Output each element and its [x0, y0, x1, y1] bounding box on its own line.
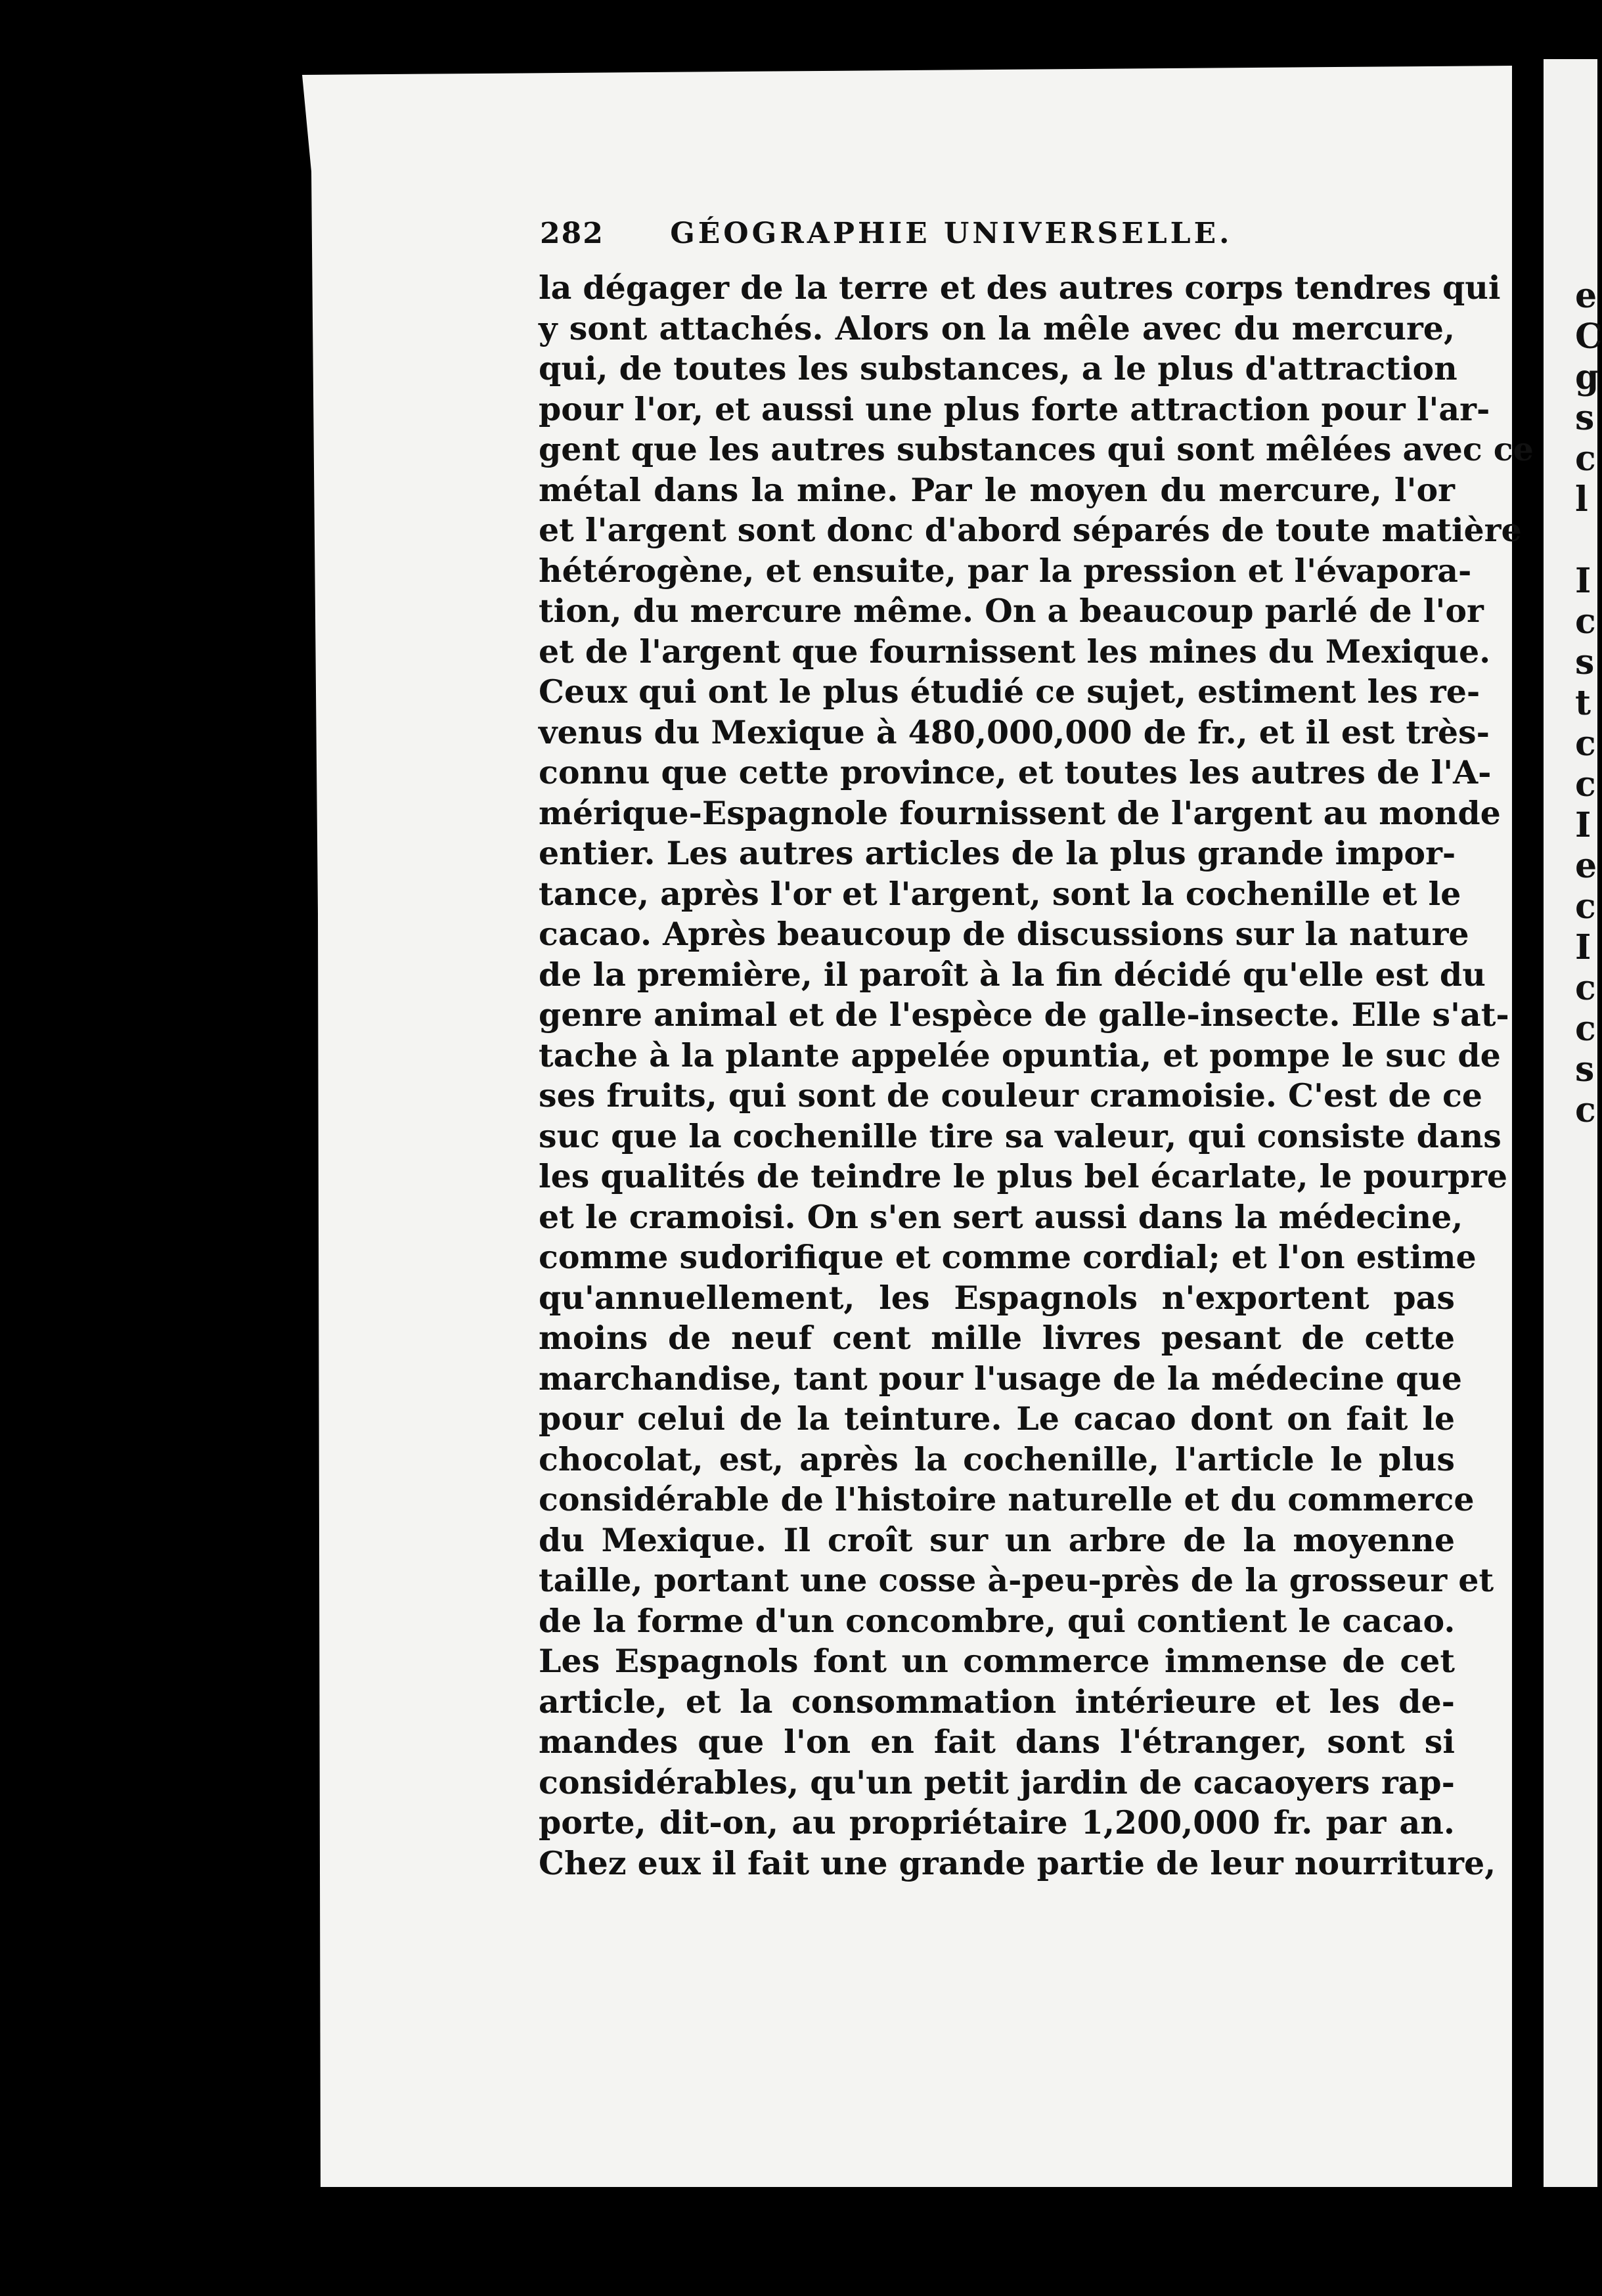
text-line: moins de neuf cent mille livres pesant de cette	[539, 1319, 1455, 1357]
text-line: tance, après l'or et l'argent, sont la cochenille et le	[539, 874, 1461, 913]
text-line: Ceux qui ont le plus étudié ce sujet, estiment les re-	[539, 673, 1480, 711]
text-line: mérique-Espagnole fournissent de l'argent au monde	[539, 793, 1501, 832]
text-line: la dégager de la terre et des autres corps tendres qui	[539, 269, 1501, 307]
facing-page-letter: c	[1575, 602, 1596, 642]
facing-page-letter: I	[1575, 805, 1591, 845]
text-line: Chez eux il fait une grande partie de leur nourriture,	[539, 1843, 1496, 1882]
text-line: de la forme d'un concombre, qui contient le cacao.	[539, 1601, 1456, 1640]
text-line: métal dans la mine. Par le moyen du mercure, l'or	[539, 470, 1455, 509]
text-line: considérable de l'histoire naturelle et du commerce	[539, 1480, 1475, 1518]
facing-page-letter: l	[1575, 479, 1588, 519]
page-number: 282	[540, 217, 604, 250]
text-line: de la première, il paroît à la fin décidé qu'elle est du	[539, 955, 1486, 994]
facing-page-letter: I	[1575, 927, 1591, 967]
facing-page-letter: s	[1575, 398, 1595, 438]
text-line: chocolat, est, après la cochenille, l'article le plus	[539, 1440, 1455, 1478]
facing-page-letter: c	[1575, 968, 1596, 1008]
page-header-title: GÉOGRAPHIE UNIVERSELLE.	[670, 217, 1233, 250]
text-line: suc que la cochenille tire sa valeur, qui consiste dans	[539, 1116, 1502, 1155]
facing-page-letter: s	[1575, 642, 1595, 682]
text-line: qui, de toutes les substances, a le plus d'attraction	[539, 349, 1457, 387]
text-line: ses fruits, qui sont de couleur cramoisie. C'est de ce	[539, 1076, 1482, 1115]
text-line: taille, portant une cosse à-peu-près de la grosseur et	[539, 1561, 1494, 1599]
text-line: venus du Mexique à 480,000,000 de fr., et il est très-	[539, 713, 1490, 751]
facing-page-letter: c	[1575, 1090, 1596, 1130]
text-line: et le cramoisi. On s'en sert aussi dans la médecine,	[539, 1197, 1463, 1236]
facing-page-letter: s	[1575, 1049, 1595, 1090]
facing-page-letter: c	[1575, 1009, 1596, 1049]
facing-page-letter: g	[1575, 357, 1599, 397]
facing-page-letter: C	[1575, 317, 1602, 357]
text-line: connu que cette province, et toutes les autres de l'A-	[539, 753, 1492, 791]
text-line: pour l'or, et aussi une plus forte attraction pour l'ar-	[539, 389, 1490, 428]
facing-page-letter: c	[1575, 887, 1596, 927]
text-line: pour celui de la teinture. Le cacao dont on fait le	[539, 1400, 1455, 1438]
text-line: y sont attachés. Alors on la mêle avec du mercure,	[539, 309, 1455, 347]
facing-page-letter: c	[1575, 724, 1596, 764]
text-line: considérables, qu'un petit jardin de cacaoyers rap-	[539, 1763, 1455, 1801]
facing-page-letter: I	[1575, 561, 1591, 601]
text-line: mandes que l'on en fait dans l'étranger, sont si	[539, 1723, 1455, 1761]
text-line: et de l'argent que fournissent les mines du Mexique.	[539, 632, 1491, 671]
facing-page-letter: e	[1575, 846, 1597, 886]
facing-page-letter: c	[1575, 764, 1596, 805]
text-line: cacao. Après beaucoup de discussions sur la nature	[539, 915, 1469, 953]
text-line: article, et la consommation intérieure et les de-	[539, 1682, 1455, 1721]
facing-page-letter: t	[1575, 683, 1591, 723]
text-line: genre animal et de l'espèce de galle-insecte. Elle s'at-	[539, 996, 1509, 1034]
running-head	[540, 217, 1315, 250]
text-line: tion, du mercure même. On a beaucoup parlé de l'or	[539, 592, 1484, 630]
text-line: porte, dit-on, au propriétaire 1,200,000 fr. par an.	[539, 1803, 1455, 1842]
text-line: comme sudorifique et comme cordial; et l'on estime	[539, 1238, 1477, 1276]
text-line: du Mexique. Il croît sur un arbre de la moyenne	[539, 1520, 1455, 1559]
text-line: tache à la plante appelée opuntia, et pompe le suc de	[539, 1036, 1501, 1074]
text-line: marchandise, tant pour l'usage de la médecine que	[539, 1359, 1462, 1398]
text-line: qu'annuellement, les Espagnols n'exportent pas	[539, 1278, 1455, 1317]
text-line: gent que les autres substances qui sont mêlées avec ce	[539, 430, 1534, 468]
text-line: les qualités de teindre le plus bel écarlate, le pourpre	[539, 1157, 1508, 1195]
facing-page-letter	[1575, 520, 1602, 561]
text-line: et l'argent sont donc d'abord séparés de toute matière	[539, 511, 1522, 549]
facing-page-letter: e	[1575, 276, 1597, 316]
text-line: entier. Les autres articles de la plus grande impor-	[539, 834, 1456, 872]
text-line: hétérogène, et ensuite, par la pression et l'évapora-	[539, 551, 1472, 590]
facing-page-text	[1575, 276, 1602, 1131]
text-line: Les Espagnols font un commerce immense de cet	[539, 1642, 1455, 1680]
body-text	[539, 268, 1534, 1884]
facing-page-letter: c	[1575, 439, 1596, 479]
